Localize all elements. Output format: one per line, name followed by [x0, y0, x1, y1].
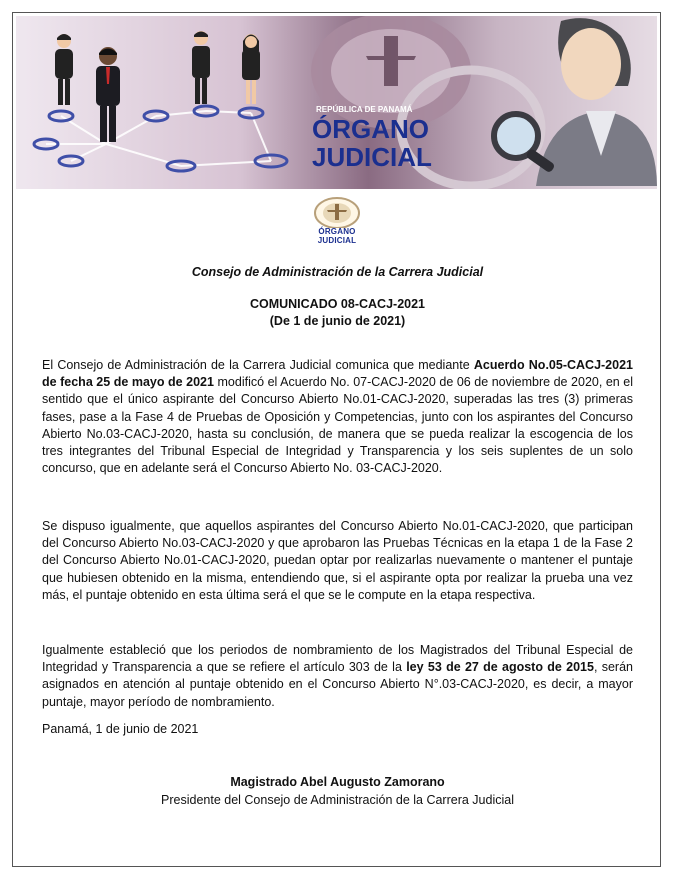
paragraph-1-text-a: El Consejo de Administración de la Carrera Judicial comunica que mediante: [42, 358, 474, 372]
banner-brand-line2: JUDICIAL: [312, 142, 432, 172]
paragraph-3-text-b: , serán asignados en atención al puntaje obtenido en el Concurso Abierto N°.03-CACJ-2020, es decir, a mayor puntaje, mayor período de nombramiento.: [42, 660, 634, 709]
place-date: Panamá, 1 de junio de 2021: [42, 722, 199, 736]
paragraph-3-text-a: Igualmente estableció que los periodos de nombramiento de los Magistrados del Tribunal Especial de Integridad y Transparencia a que se refiere el artículo 303 de la: [42, 643, 633, 675]
header-banner: [16, 16, 657, 189]
document-page: [12, 12, 661, 867]
banner-brand-line1: ÓRGANO: [312, 114, 429, 144]
communique-title: COMUNICADO 08-CACJ-2021: [249, 297, 426, 311]
organo-judicial-logo: [309, 196, 365, 246]
paragraph-3-bold: ley 53 de 27 de agosto de 2015: [406, 660, 594, 675]
logo-line1: ÓRGANO: [318, 227, 356, 236]
signatory-role: Presidente del Consejo de Administración de la Carrera Judicial: [161, 793, 514, 807]
seal-icon: [309, 196, 365, 228]
paragraph-1: [42, 357, 633, 477]
banner-illustration: [16, 16, 657, 189]
communique-heading: [13, 296, 662, 330]
communique-date: (De 1 de junio de 2021): [269, 314, 406, 328]
paragraph-1-bold: Acuerdo No.05-CACJ-2021 de fecha 25 de mayo de 2021: [42, 358, 633, 390]
council-name: Consejo de Administración de la Carrera Judicial: [191, 265, 484, 279]
signatory-name: Magistrado Abel Augusto Zamorano: [230, 775, 445, 789]
people-figures: [55, 31, 260, 142]
paragraph-1-text-b: modificó el Acuerdo No. 07-CACJ-2020 de 06 de noviembre de 2020, en el sentido que el único aspirante del Concurso Abierto No.01-CACJ-2020, superadas las tres (3) primeras fases, pase a la Fase 4 de Pruebas de Oposición y Competencias, junto con los aspirantes del Concurso Abierto No.03-CACJ-2020, hasta su conclusión, de manera que se pueda realizar la escogencia de los tres integrantes del Tribunal Especial de Integridad y Transparencia y los seis suplentes de un solo concurso, que en adelante será el Concurso Abierto No. 03-CACJ-2020.: [42, 375, 634, 476]
paragraph-3: [42, 642, 633, 711]
man-with-magnifier-figure: [494, 18, 657, 186]
banner-republic-text: REPÚBLICA DE PANAMÁ: [316, 105, 413, 114]
paragraph-2: Se dispuso igualmente, que aquellos aspirantes del Concurso Abierto No.01-CACJ-2020, que participan del Concurso Abierto No.03-CACJ-2020 y que aprobaron las Pruebas Técnicas en la etapa 1 de la Fase 2 del Concurso Abierto No.01-CACJ-2020, puedan optar por realizarlas nuevamente o mantener el puntaje que hubiesen obtenido en la misma, entendiendo que, si el aspirante opta por realizar la prueba una vez más, el puntaje obtenido en esta última será el que se le compute en la etapa respectiva.: [42, 519, 633, 602]
logo-line2: JUDICIAL: [317, 236, 357, 245]
